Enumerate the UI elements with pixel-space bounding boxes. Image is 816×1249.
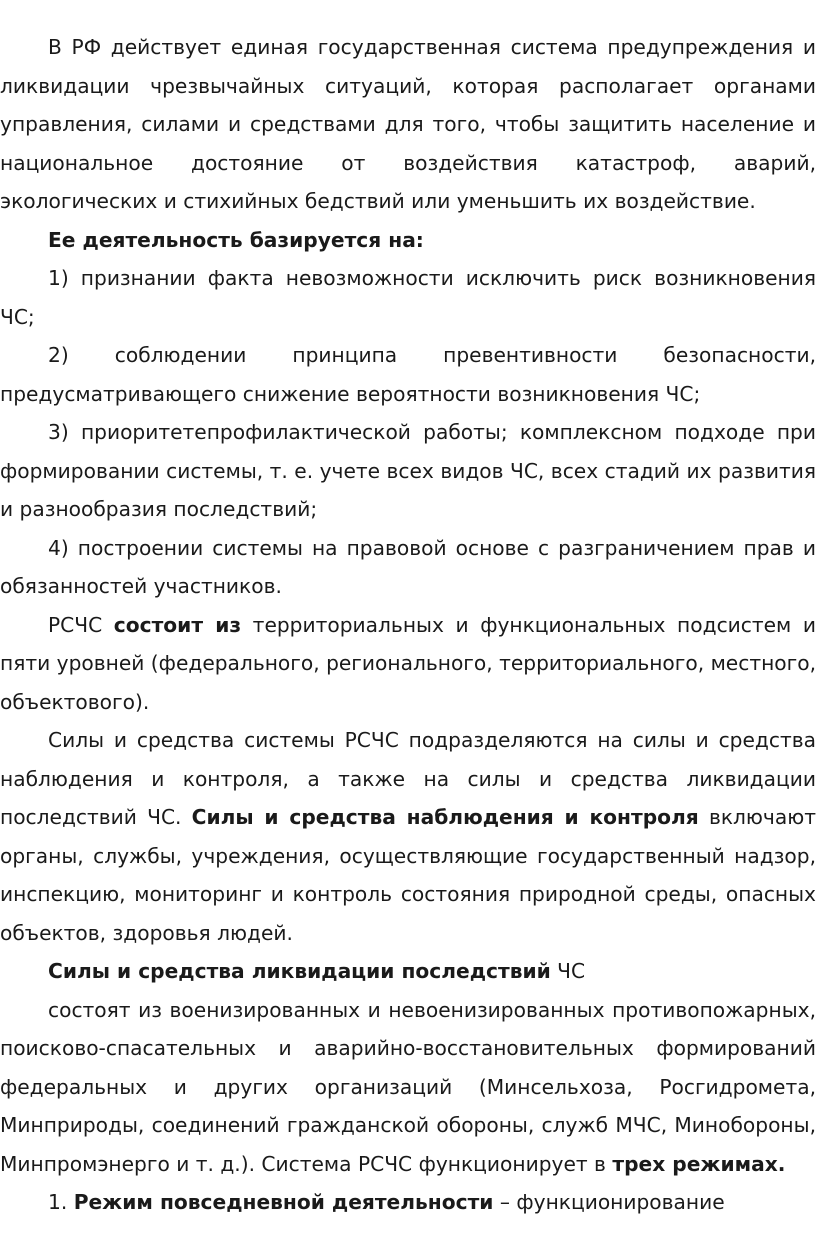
liquidation-text-end: ЧС	[550, 959, 586, 983]
list-item-1	[0, 259, 816, 336]
rschs-text-bold: состоит из	[113, 612, 242, 637]
list-item-4	[0, 529, 816, 606]
paragraph-rschs-structure	[0, 606, 816, 722]
consist-text-bold: трех режимах.	[612, 1151, 786, 1176]
list-item-3-text: 3) приоритетепрофилактической работы; комплексном подходе при формировании системы, т. е. учете всех видов ЧС, всех стадий их развития и разнообразия последствий;	[0, 420, 816, 521]
forces-text-start: Силы и средства системы РСЧС подразделяются на силы и средства наблюдения и контроля, а также на силы и средства ликвидации последствий ЧС.	[0, 728, 816, 829]
rschs-text-start: РСЧС	[48, 612, 114, 637]
paragraph-intro	[0, 28, 816, 221]
list-item-3	[0, 413, 816, 529]
paragraph-consist	[0, 991, 816, 1184]
mode-1-text: – функционирование	[493, 1190, 725, 1214]
list-item-4-text: 4) построении системы на правовой основе с разграничением прав и обязанностей участников.	[0, 535, 816, 598]
intro-text: В РФ действует единая государственная система предупреждения и ликвидации чрезвычайных ситуаций, которая располагает органами управления, силами и средствами для того, чтобы защитить население и национальное достояние от воздействия катастроф, аварий, экологических и стихийных бедствий или уменьшить их воздействие.	[0, 35, 816, 213]
mode-1-number: 1.	[48, 1190, 74, 1214]
liquidation-text-bold: Силы и средства ликвидации последствий	[48, 959, 551, 983]
forces-text-bold: Силы и средства наблюдения и контроля	[191, 805, 699, 829]
list-item-1-text: 1) признании факта невозможности исключить риск возникновения ЧС;	[0, 266, 816, 329]
heading-basis	[0, 221, 816, 260]
paragraph-forces	[0, 721, 816, 952]
consist-text-start: состоят из военизированных и невоенизированных противопожарных, поисково-спасательных и аварийно-восстановительных формирований федеральных и других организаций (Минсельхоза, Росгидромета, Минприроды, соединений гражданской обороны, служб МЧС, Минобороны, Минпромэнерго и т. д.). Система РСЧС функционирует в	[0, 997, 816, 1176]
heading-liquidation	[0, 952, 816, 991]
rschs-text-end: территориальных и функциональных подсистем и пяти уровней (федерального, регионального, территориального, местного, объектового).	[0, 612, 816, 714]
forces-text-end: включают органы, службы, учреждения, осуществляющие государственный надзор, инспекцию, мониторинг и контроль состояния природной среды, опасных объектов, здоровья людей.	[0, 805, 816, 945]
heading-basis-text: Ее деятельность базируется на:	[48, 227, 424, 252]
mode-1-title: Режим повседневной деятельности	[73, 1190, 494, 1214]
list-item-2	[0, 336, 816, 413]
list-item-2-text: 2) соблюдении принципа превентивности безопасности, предусматривающего снижение вероятности возникновения ЧС;	[0, 343, 816, 406]
paragraph-mode-1	[0, 1183, 816, 1222]
